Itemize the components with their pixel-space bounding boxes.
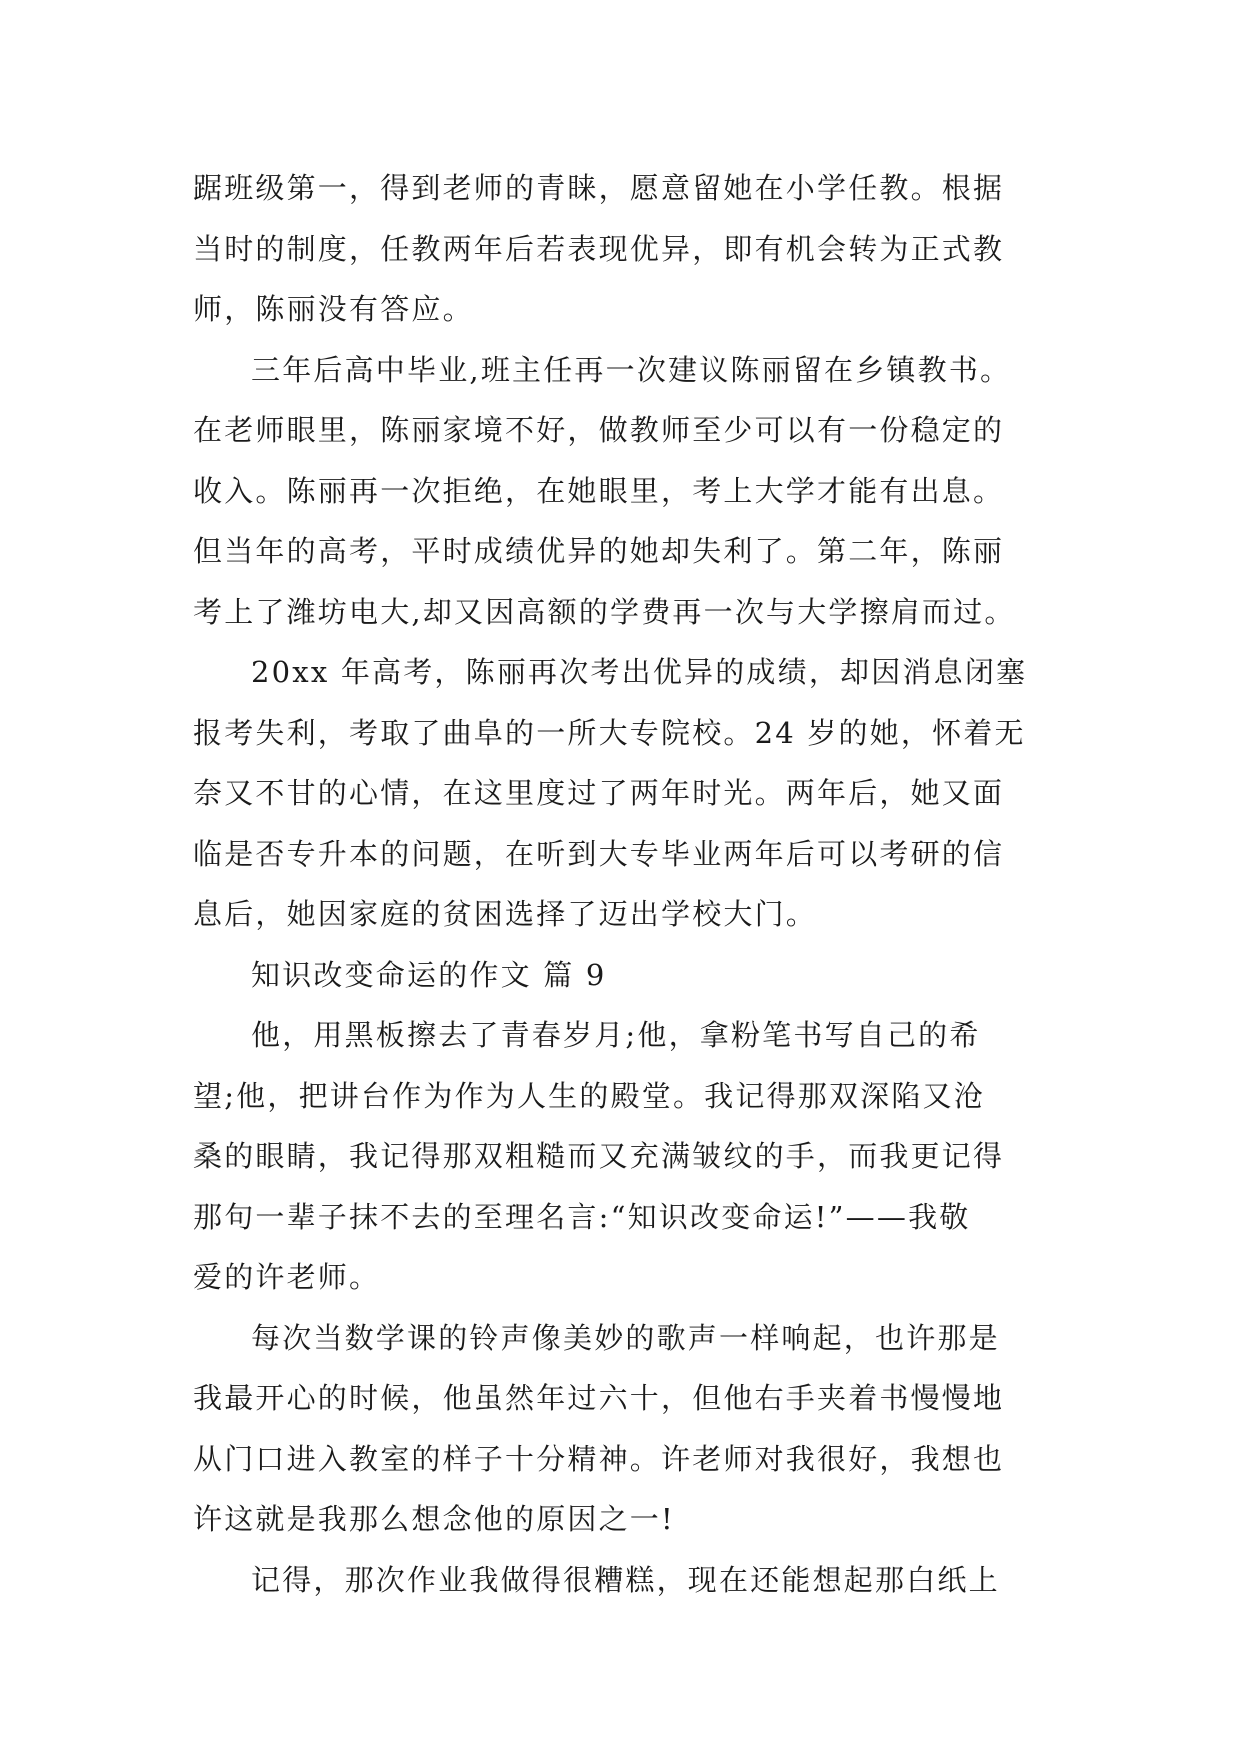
- paragraph: [193, 158, 1049, 340]
- text-line: 奈又不甘的心情，在这里度过了两年时光。两年后，她又面: [193, 776, 1005, 810]
- text-line: 师，陈丽没有答应。: [193, 292, 474, 326]
- text-line: 每次当数学课的铃声像美妙的歌声一样响起，也许那是: [251, 1320, 1000, 1355]
- paragraph: [193, 1308, 1049, 1550]
- text-line: 息后，她因家庭的贫困选择了迈出学校大门。: [193, 897, 818, 931]
- paragraph: [193, 340, 1049, 643]
- text-line: 记得，那次作业我做得很糟糕，现在还能想起那白纸上: [251, 1562, 1000, 1597]
- text-line: 考上了潍坊电大,却又因高额的学费再一次与大学擦肩而过。: [193, 594, 1016, 629]
- document-body: [193, 158, 1049, 1610]
- text-line: 三年后高中毕业,班主任再一次建议陈丽留在乡镇教书。: [251, 352, 1012, 387]
- paragraph: [193, 1550, 1049, 1611]
- text-line: 爱的许老师。: [193, 1260, 381, 1294]
- text-line: 20xx 年高考，陈丽再次考出优异的成绩，却因消息闭塞: [251, 655, 1028, 689]
- text-line: 踞班级第一，得到老师的青睐，愿意留她在小学任教。根据: [193, 171, 1005, 205]
- text-line: 临是否专升本的问题，在听到大专毕业两年后可以考研的信: [193, 836, 1005, 871]
- section-heading: 知识改变命运的作文 篇 9: [251, 957, 607, 992]
- text-line: 收入。陈丽再一次拒绝，在她眼里，考上大学才能有出息。: [193, 473, 1005, 508]
- text-line: 在老师眼里，陈丽家境不好，做教师至少可以有一份稳定的: [193, 413, 1005, 447]
- text-line: 当时的制度，任教两年后若表现优异，即有机会转为正式教: [193, 231, 1005, 266]
- text-line: 桑的眼睛，我记得那双粗糙而又充满皱纹的手，而我更记得: [193, 1139, 1005, 1173]
- text-line: 那句一辈子抹不去的至理名言:“知识改变命运!”——我敬: [193, 1199, 971, 1234]
- text-line: 报考失利，考取了曲阜的一所大专院校。24 岁的她，怀着无: [193, 715, 1026, 750]
- text-line: 我最开心的时候，他虽然年过六十，但他右手夹着书慢慢地: [193, 1381, 1005, 1415]
- text-line: 但当年的高考，平时成绩优异的她却失利了。第二年，陈丽: [193, 534, 1005, 568]
- text-line: 望;他，把讲台作为作为人生的殿堂。我记得那双深陷又沧: [193, 1078, 985, 1113]
- text-line: 从门口进入教室的样子十分精神。许老师对我很好，我想也: [193, 1441, 1005, 1476]
- text-line: 他，用黑板擦去了青春岁月;他，拿粉笔书写自己的希: [251, 1018, 981, 1052]
- text-line: 许这就是我那么想念他的原因之一!: [193, 1502, 675, 1536]
- paragraph: [193, 642, 1049, 945]
- paragraph: [193, 1005, 1049, 1308]
